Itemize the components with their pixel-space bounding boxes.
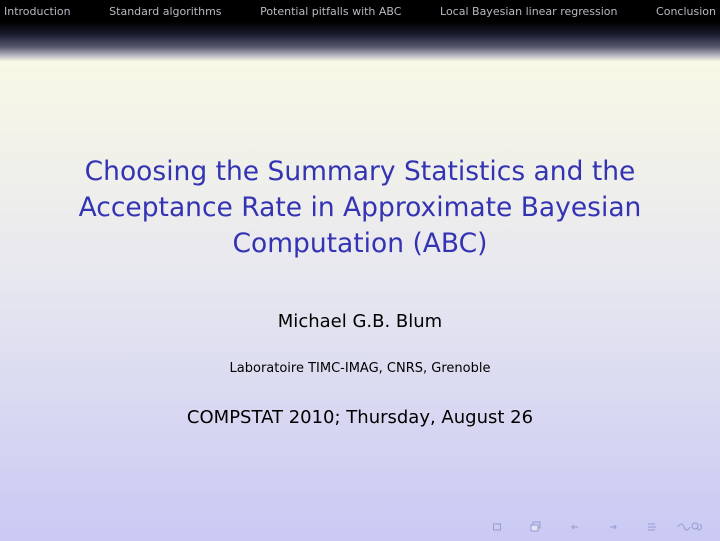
search-icon[interactable] [676,521,704,533]
slide-title [60,154,660,262]
navigation-bar [0,0,720,22]
arrow-left-icon[interactable] [570,522,580,532]
nav-item-potential-pitfalls[interactable]: Potential pitfalls with ABC [260,4,402,18]
author: Michael G.B. Blum [277,311,443,332]
section-icon[interactable] [646,521,658,533]
arrow-right-icon[interactable] [608,522,618,532]
header-shadow [0,22,720,62]
subsection-icon[interactable] [530,521,542,533]
title-line: Computation (ABC) [232,228,488,259]
nav-item-local-bayesian[interactable]: Local Bayesian linear regression [440,4,618,18]
nav-item-conclusion[interactable]: Conclusion [656,4,716,18]
date: COMPSTAT 2010; Thursday, August 26 [186,407,534,428]
frame-icon[interactable] [492,522,502,532]
title-line: Acceptance Rate in Approximate Bayesian [78,192,642,223]
navigation-symbols [492,521,704,533]
nav-item-standard-algorithms[interactable]: Standard algorithms [109,4,222,18]
institute: Laboratoire TIMC-IMAG, CNRS, Grenoble [229,361,491,376]
nav-item-introduction[interactable]: Introduction [4,4,71,18]
title-line: Choosing the Summary Statistics and the [84,156,636,187]
